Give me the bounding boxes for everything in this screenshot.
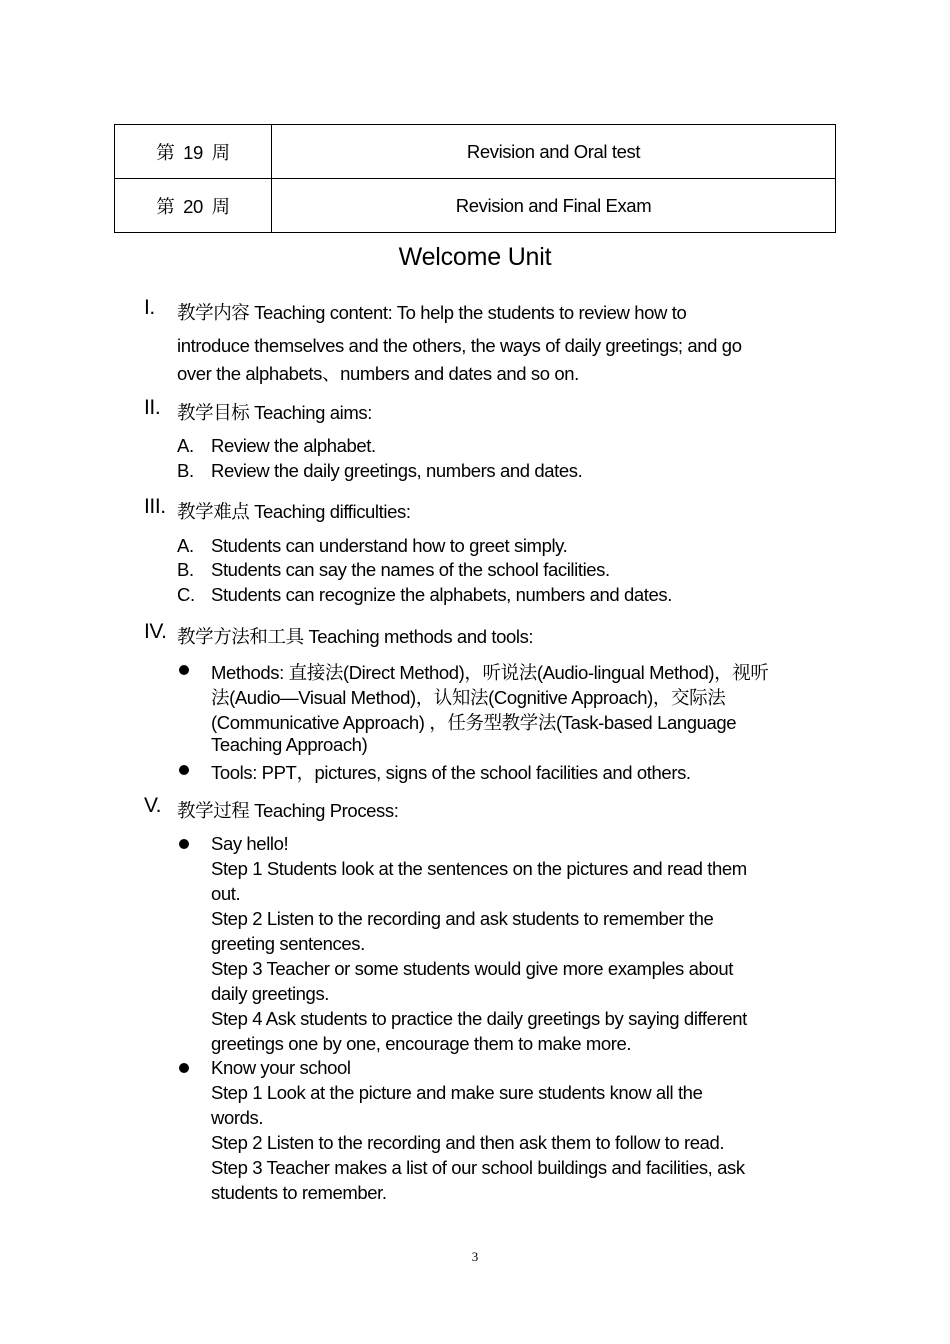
- content-cell: Revision and Final Exam: [272, 179, 836, 233]
- list-marker: B.: [177, 559, 194, 580]
- bullet-icon: [179, 1063, 189, 1073]
- section-numeral: III.: [144, 495, 166, 518]
- table-row: [115, 125, 836, 179]
- step-line: Step 1 Students look at the sentences on the pictures and read them: [211, 858, 747, 879]
- paragraph-line: over the alphabets、numbers and dates and so on.: [177, 363, 579, 384]
- section-heading: 教学内容 Teaching content: To help the students to review how to: [177, 302, 687, 323]
- section-numeral: IV.: [144, 620, 167, 643]
- paragraph-line: Tools: PPT，pictures, signs of the school facilities and others.: [211, 762, 691, 783]
- step-line: Step 1 Look at the picture and make sure students know all the: [211, 1082, 703, 1103]
- section-numeral: II.: [144, 396, 161, 419]
- step-line: words.: [211, 1107, 264, 1128]
- paragraph-line: Teaching Approach): [211, 734, 368, 755]
- list-item: Students can understand how to greet simply.: [211, 535, 568, 556]
- paragraph-line: introduce themselves and the others, the ways of daily greetings; and go: [177, 335, 742, 356]
- table-row: [115, 179, 836, 233]
- list-marker: A.: [177, 435, 194, 456]
- section-heading: 教学难点 Teaching difficulties:: [177, 501, 411, 522]
- bullet-icon: [179, 839, 189, 849]
- section-numeral: V.: [144, 794, 162, 817]
- step-line: students to remember.: [211, 1182, 387, 1203]
- bullet-icon: [179, 665, 189, 675]
- list-marker: A.: [177, 535, 194, 556]
- section-numeral: I.: [144, 296, 155, 319]
- list-marker: B.: [177, 460, 194, 481]
- step-line: Know your school: [211, 1057, 351, 1078]
- step-line: Step 2 Listen to the recording and then ask them to follow to read.: [211, 1132, 725, 1153]
- section-heading: 教学过程 Teaching Process:: [177, 800, 399, 821]
- list-item: Review the daily greetings, numbers and dates.: [211, 460, 583, 481]
- page-number: 3: [471, 1249, 479, 1264]
- step-line: Step 4 Ask students to practice the daily greetings by saying different: [211, 1008, 747, 1029]
- paragraph-line: (Communicative Approach) ，任务型教学法(Task-based Language: [211, 712, 737, 733]
- section-heading: 教学方法和工具 Teaching methods and tools:: [177, 626, 534, 647]
- schedule-table: [114, 124, 836, 233]
- unit-title: Welcome Unit: [398, 243, 552, 271]
- list-marker: C.: [177, 584, 195, 605]
- step-line: out.: [211, 883, 241, 904]
- bullet-icon: [179, 765, 189, 775]
- list-item: Students can say the names of the school facilities.: [211, 559, 610, 580]
- paragraph-line: 法(Audio—Visual Method)，认知法(Cognitive Approach)，交际法: [211, 687, 726, 708]
- step-line: Step 3 Teacher makes a list of our school buildings and facilities, ask: [211, 1157, 745, 1178]
- paragraph-line: Methods: 直接法(Direct Method)，听说法(Audio-lingual Method)，视听: [211, 662, 769, 683]
- step-line: greetings one by one, encourage them to make more.: [211, 1033, 632, 1054]
- week-cell: 第 20 周: [115, 179, 272, 233]
- step-line: Step 2 Listen to the recording and ask students to remember the: [211, 908, 714, 929]
- list-item: Review the alphabet.: [211, 435, 376, 456]
- section-heading: 教学目标 Teaching aims:: [177, 402, 372, 423]
- content-cell: Revision and Oral test: [272, 125, 836, 179]
- step-line: Step 3 Teacher or some students would give more examples about: [211, 958, 733, 979]
- step-line: daily greetings.: [211, 983, 330, 1004]
- step-line: greeting sentences.: [211, 933, 365, 954]
- list-item: Students can recognize the alphabets, numbers and dates.: [211, 584, 672, 605]
- step-line: Say hello!: [211, 833, 289, 854]
- week-cell: 第 19 周: [115, 125, 272, 179]
